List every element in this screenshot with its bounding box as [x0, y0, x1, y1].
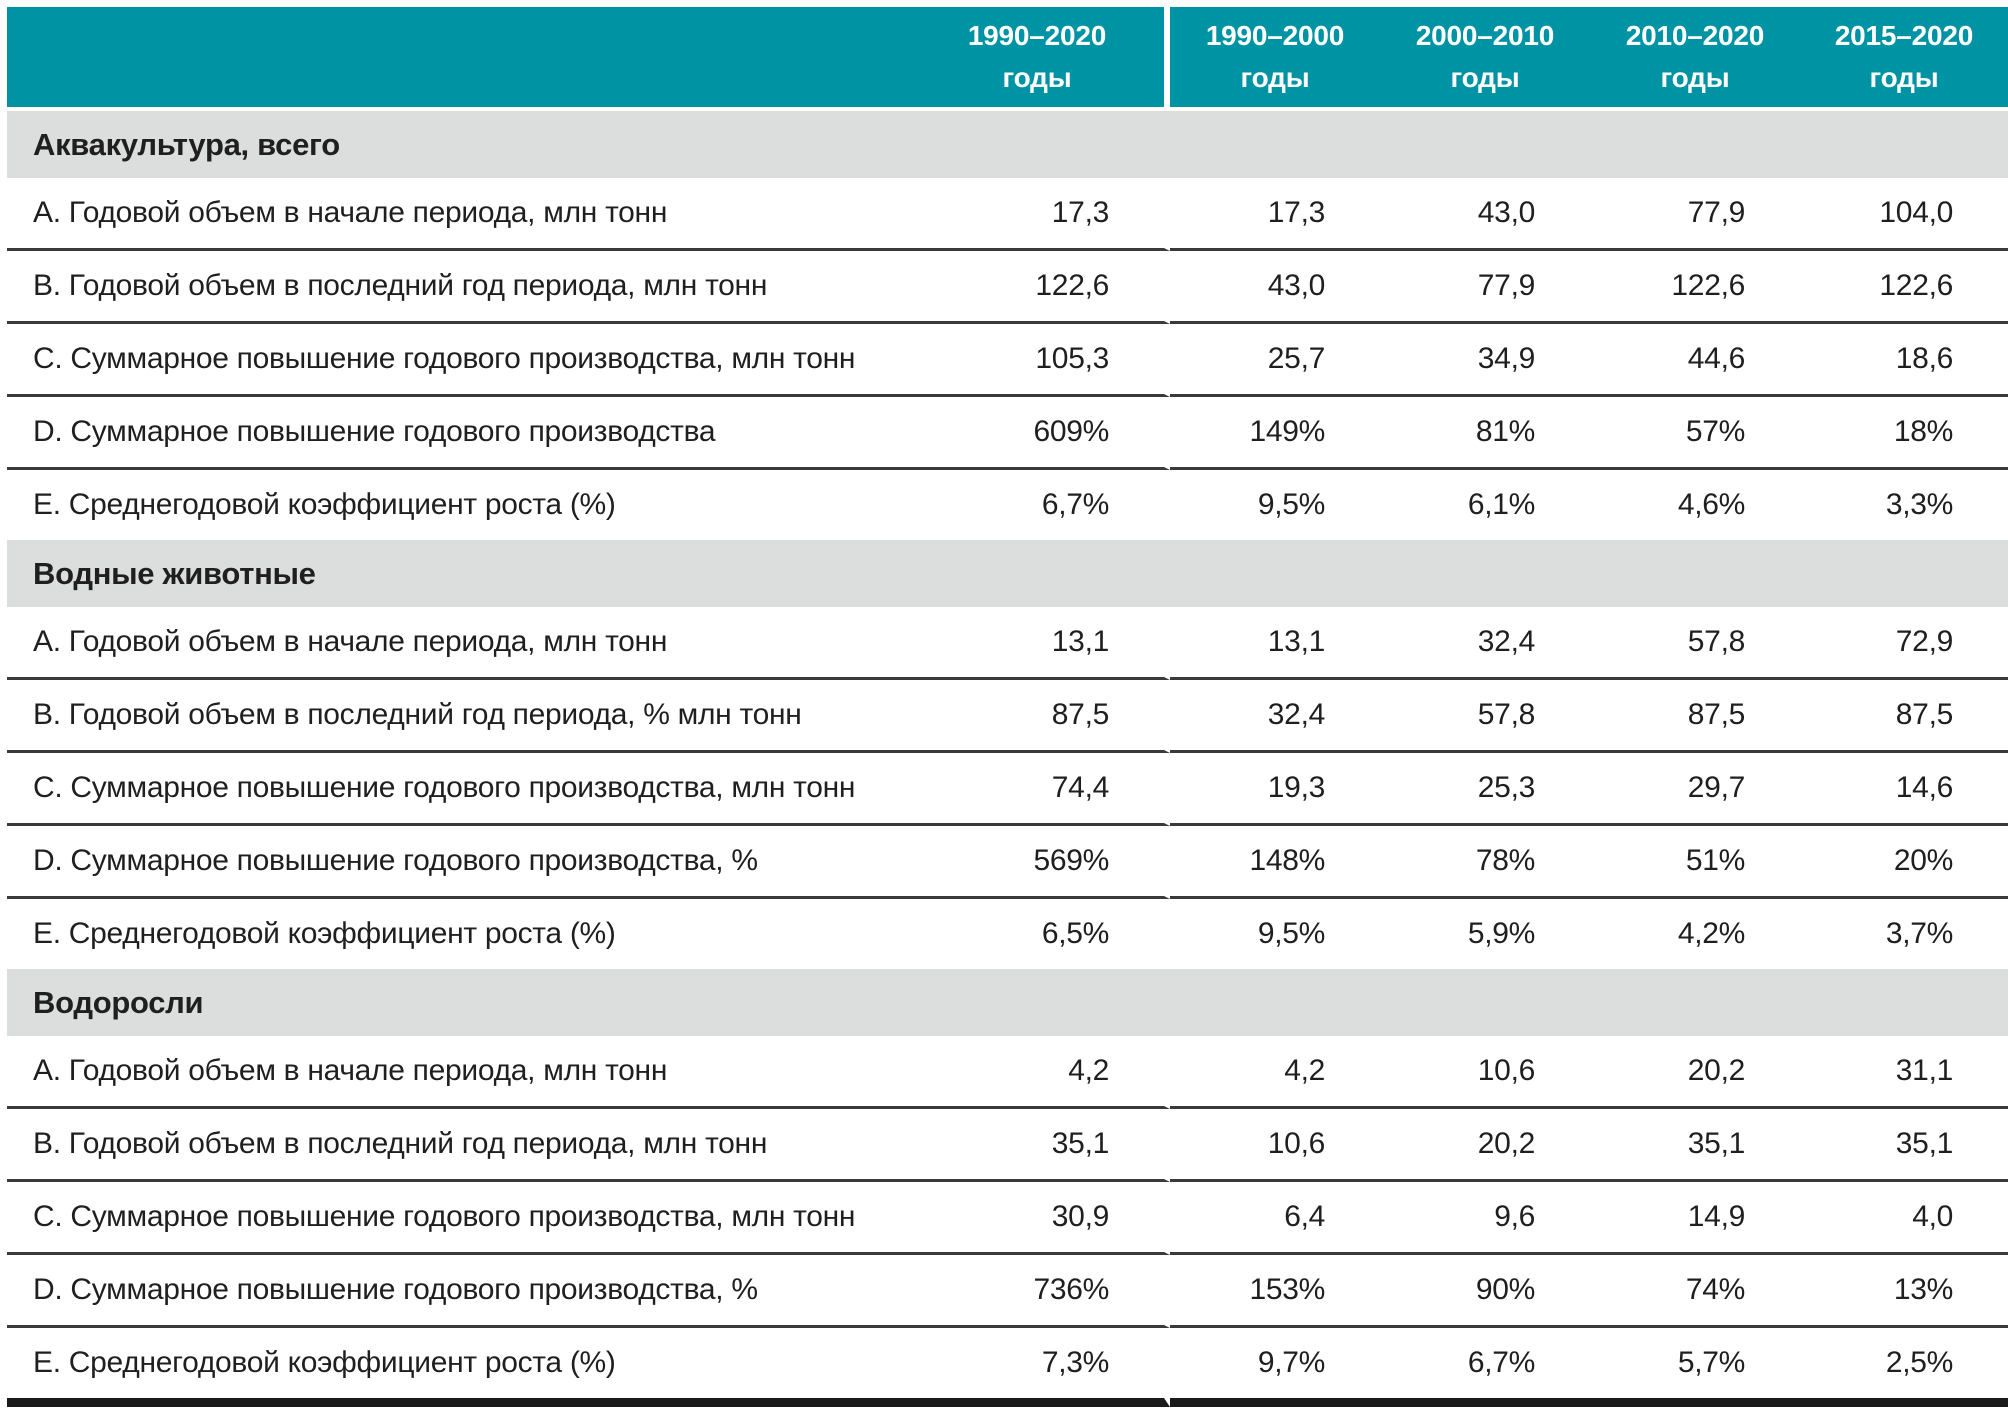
value-cell: 35,1 — [1590, 1109, 1800, 1182]
table-row — [7, 899, 2008, 969]
growth-table — [7, 7, 2008, 1407]
value-cell: 32,4 — [1380, 607, 1590, 680]
value-cell: 7,3% — [910, 1328, 1170, 1407]
value-cell: 736% — [910, 1255, 1170, 1328]
table-row — [7, 1036, 2008, 1109]
value-cell: 30,9 — [910, 1182, 1170, 1255]
value-cell: 77,9 — [1380, 251, 1590, 324]
value-cell: 29,7 — [1590, 753, 1800, 826]
value-cell: 43,0 — [1380, 178, 1590, 251]
table-row — [7, 1255, 2008, 1328]
value-cell: 3,3% — [1885, 488, 1953, 521]
value-cell: 9,5% — [1257, 488, 1325, 521]
value-cell: 122,6 — [1800, 251, 2008, 324]
row-label: C. Суммарное повышение годового производства, млн тонн — [7, 324, 910, 397]
value-cell: 35,1 — [910, 1109, 1170, 1182]
column-header-2015-2020 — [1800, 7, 2008, 111]
value-cell: 6,7% — [910, 470, 1170, 540]
table-row — [7, 178, 2008, 251]
row-label: E. Среднегодовой коэффициент роста (%) — [7, 1328, 910, 1407]
value-cell: 20% — [1800, 826, 2008, 899]
corner-cell — [7, 7, 910, 111]
value-cell: 4,2 — [910, 1036, 1170, 1109]
value-cell: 13% — [1800, 1255, 2008, 1328]
row-label: C. Суммарное повышение годового производства, млн тонн — [7, 1182, 910, 1255]
value-cell: 153% — [1170, 1255, 1380, 1328]
section-title: Аквакультура, всего — [7, 111, 2008, 178]
value-cell: 122,6 — [910, 251, 1170, 324]
value-cell: 57,8 — [1590, 607, 1800, 680]
unit-label: годы — [1869, 62, 1939, 93]
section-row-aquaculture-total — [7, 111, 2008, 178]
value-cell: 6,4 — [1170, 1182, 1380, 1255]
value-cell: 25,3 — [1380, 753, 1590, 826]
value-cell: 87,5 — [1800, 680, 2008, 753]
row-label: A. Годовой объем в начале периода, млн тонн — [7, 1036, 910, 1109]
period-label: 1990–2000 — [1205, 20, 1345, 51]
table-row — [7, 324, 2008, 397]
value-cell: 31,1 — [1800, 1036, 2008, 1109]
column-header-2000-2010 — [1380, 7, 1590, 111]
column-header-1990-2020 — [910, 7, 1170, 111]
value-cell: 87,5 — [910, 680, 1170, 753]
value-cell: 77,9 — [1590, 178, 1800, 251]
value-cell: 17,3 — [1170, 178, 1380, 251]
value-cell: 5,9% — [1467, 917, 1535, 950]
value-cell: 4,2% — [1677, 917, 1745, 950]
section-title: Водные животные — [7, 540, 2008, 607]
period-label: 2000–2010 — [1415, 20, 1555, 51]
row-label: B. Годовой объем в последний год периода, % млн тонн — [7, 680, 910, 753]
value-cell: 149% — [1170, 397, 1380, 470]
value-cell: 78% — [1380, 826, 1590, 899]
value-cell: 35,1 — [1800, 1109, 2008, 1182]
value-cell: 44,6 — [1590, 324, 1800, 397]
section-title: Водоросли — [7, 969, 2008, 1036]
value-cell: 18% — [1800, 397, 2008, 470]
row-label: C. Суммарное повышение годового производства, млн тонн — [7, 753, 910, 826]
row-label: B. Годовой объем в последний год периода, млн тонн — [7, 251, 910, 324]
value-cell: 104,0 — [1800, 178, 2008, 251]
value-cell: 17,3 — [910, 178, 1170, 251]
value-cell: 90% — [1380, 1255, 1590, 1328]
column-header-2010-2020 — [1590, 7, 1800, 111]
value-cell: 14,6 — [1800, 753, 2008, 826]
value-cell: 9,5% — [1257, 917, 1325, 950]
value-cell: 18,6 — [1800, 324, 2008, 397]
period-label: 2010–2020 — [1625, 20, 1765, 51]
value-cell: 32,4 — [1170, 680, 1380, 753]
value-cell: 10,6 — [1170, 1109, 1380, 1182]
value-cell: 13,1 — [1170, 607, 1380, 680]
value-cell: 105,3 — [910, 324, 1170, 397]
section-row-aquatic-animals — [7, 540, 2008, 607]
row-label: E. Среднегодовой коэффициент роста (%) — [33, 917, 616, 950]
row-label: D. Суммарное повышение годового производства, % — [7, 826, 910, 899]
value-cell: 10,6 — [1380, 1036, 1590, 1109]
value-cell: 81% — [1380, 397, 1590, 470]
section-row-algae — [7, 969, 2008, 1036]
value-cell: 4,2 — [1170, 1036, 1380, 1109]
value-cell: 569% — [910, 826, 1170, 899]
unit-label: годы — [1002, 62, 1072, 93]
value-cell: 19,3 — [1170, 753, 1380, 826]
value-cell: 72,9 — [1800, 607, 2008, 680]
value-cell: 51% — [1590, 826, 1800, 899]
value-cell: 25,7 — [1170, 324, 1380, 397]
row-label: B. Годовой объем в последний год периода, млн тонн — [7, 1109, 910, 1182]
table-row — [7, 680, 2008, 753]
table-row — [7, 826, 2008, 899]
period-label: 1990–2020 — [967, 20, 1107, 51]
table-row — [7, 1109, 2008, 1182]
value-cell: 4,6% — [1677, 488, 1745, 521]
value-cell: 6,1% — [1467, 488, 1535, 521]
value-cell: 20,2 — [1380, 1109, 1590, 1182]
column-header-1990-2000 — [1170, 7, 1380, 111]
value-cell: 3,7% — [1885, 917, 1953, 950]
unit-label: годы — [1450, 62, 1520, 93]
value-cell: 148% — [1170, 826, 1380, 899]
row-label: A. Годовой объем в начале периода, млн тонн — [7, 178, 910, 251]
value-cell: 4,0 — [1800, 1182, 2008, 1255]
row-label: E. Среднегодовой коэффициент роста (%) — [33, 488, 616, 521]
value-cell: 57,8 — [1380, 680, 1590, 753]
row-label: A. Годовой объем в начале периода, млн тонн — [7, 607, 910, 680]
value-cell: 122,6 — [1590, 251, 1800, 324]
row-label: D. Суммарное повышение годового производства — [7, 397, 910, 470]
table-row — [7, 251, 2008, 324]
table-row — [7, 1328, 2008, 1407]
value-cell: 609% — [910, 397, 1170, 470]
value-cell: 87,5 — [1590, 680, 1800, 753]
value-cell: 9,7% — [1170, 1328, 1380, 1407]
value-cell: 2,5% — [1800, 1328, 2008, 1407]
value-cell: 74,4 — [910, 753, 1170, 826]
value-cell: 57% — [1590, 397, 1800, 470]
value-cell: 14,9 — [1590, 1182, 1800, 1255]
table-row — [7, 753, 2008, 826]
value-cell: 6,5% — [910, 899, 1170, 969]
header-row — [7, 7, 2008, 111]
table-row — [7, 397, 2008, 470]
table-row — [7, 470, 2008, 540]
value-cell: 43,0 — [1170, 251, 1380, 324]
table-row — [7, 1182, 2008, 1255]
unit-label: годы — [1660, 62, 1730, 93]
unit-label: годы — [1240, 62, 1310, 93]
value-cell: 13,1 — [910, 607, 1170, 680]
period-label: 2015–2020 — [1834, 20, 1974, 51]
value-cell: 74% — [1590, 1255, 1800, 1328]
value-cell: 6,7% — [1380, 1328, 1590, 1407]
value-cell: 34,9 — [1380, 324, 1590, 397]
table-row — [7, 607, 2008, 680]
value-cell: 20,2 — [1590, 1036, 1800, 1109]
value-cell: 9,6 — [1380, 1182, 1590, 1255]
value-cell: 5,7% — [1590, 1328, 1800, 1407]
row-label: D. Суммарное повышение годового производства, % — [7, 1255, 910, 1328]
